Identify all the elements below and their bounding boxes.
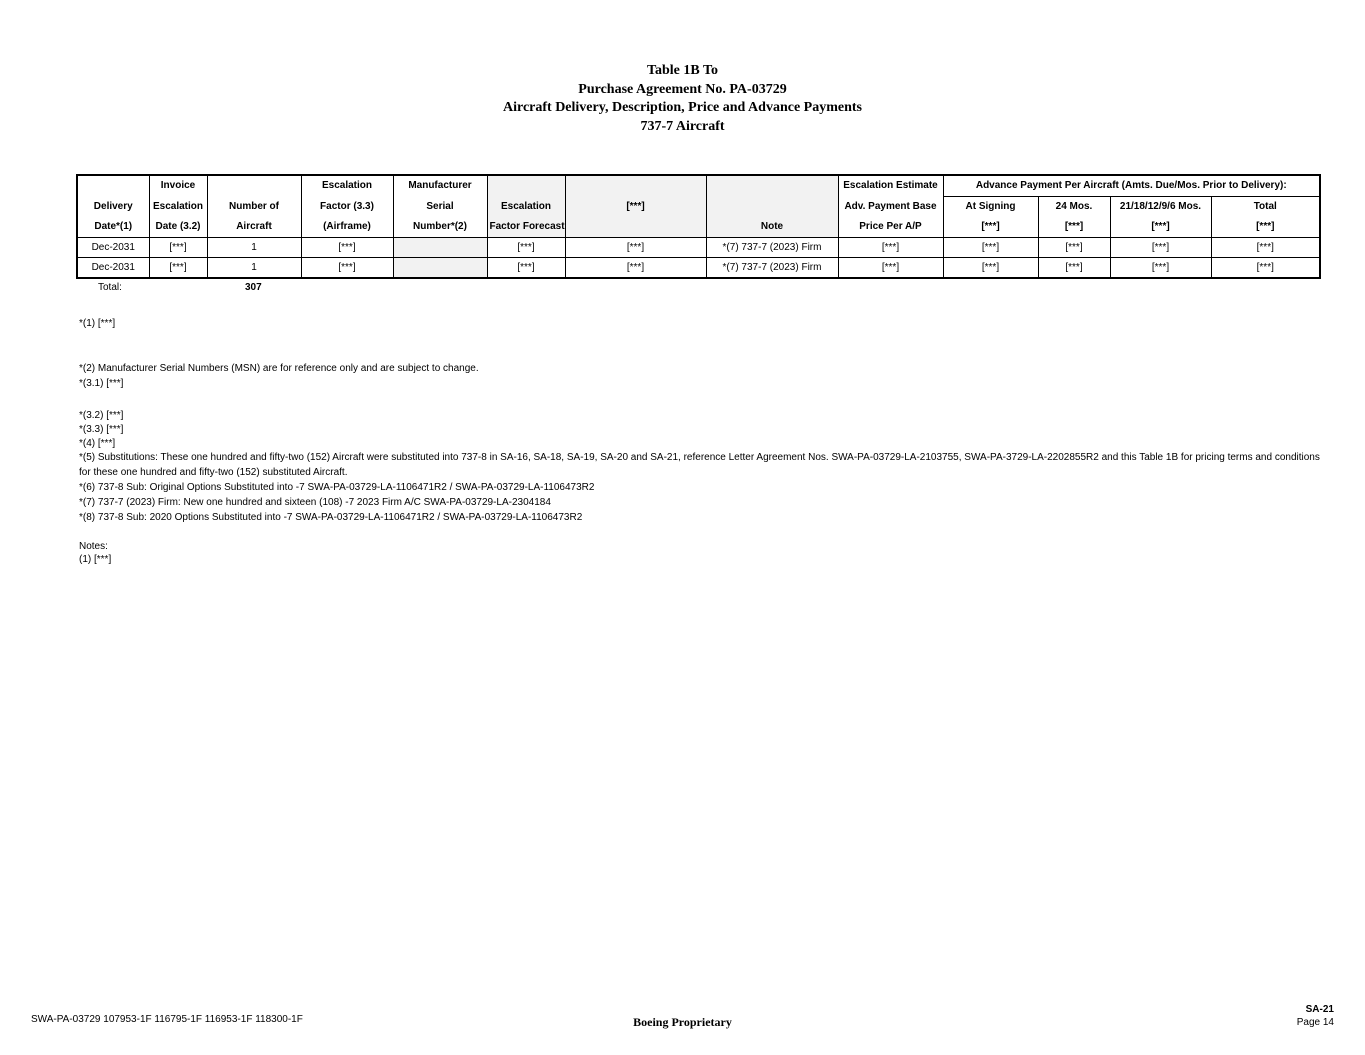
- header-cell: [706, 175, 838, 197]
- footer-sa: SA-21: [1305, 1004, 1334, 1015]
- header-cell: [***]: [565, 197, 706, 218]
- number-of-aircraft-cell: 1: [207, 238, 301, 258]
- header-cell: [77, 175, 149, 197]
- mos24-cell: [***]: [1038, 238, 1110, 258]
- footnote-5: *(5) Substitutions: These one hundred and fifty-two (152) Aircraft were substituted into 737-8 in SA-16, SA-18, SA-19, SA-20 and SA-21, reference Letter Agreement Nos. SWA-PA-03729-LA-2103755, SWA-PA-3729-LA-2202855R2 and this Table 1B for pricing terms and conditions for these one hundred and fifty-two (152) substituted Aircraft.: [79, 452, 1320, 478]
- header-cell: Delivery: [93, 200, 133, 212]
- title-line-3: Aircraft Delivery, Description, Price and Advance Payments: [502, 100, 862, 115]
- title-line-4: 737-7 Aircraft: [640, 118, 725, 134]
- header-cell: Date*(1): [77, 217, 149, 238]
- header-cell: [***]: [943, 217, 1038, 238]
- header-cell: Date (3.2): [149, 217, 207, 238]
- number-of-aircraft-cell: 1: [207, 258, 301, 279]
- mos24-cell: [***]: [1038, 258, 1110, 279]
- footer-page-number: Page 14: [1296, 1017, 1334, 1028]
- footnote-6: *(6) 737-8 Sub: Original Options Substituted into -7 SWA-PA-03729-LA-1106471R2 / SWA-PA-03729-LA-1106473R2: [79, 482, 595, 493]
- header-cell: Escalation Estimate: [838, 175, 943, 197]
- delivery-date-cell: Dec-2031: [91, 262, 135, 273]
- footer-page-info: [1297, 1003, 1334, 1029]
- footnote-2: *(2) Manufacturer Serial Numbers (MSN) are for reference only and are subject to change.: [79, 363, 479, 374]
- footnote-3-2: *(3.2) [***]: [79, 410, 124, 421]
- total-cell: [***]: [1211, 258, 1320, 279]
- msn-cell: [393, 238, 487, 258]
- header-cell: [487, 175, 565, 197]
- header-cell: Escalation: [149, 197, 207, 218]
- escalation-factor-cell: [***]: [301, 238, 393, 258]
- advance-payment-group-header: Advance Payment Per Aircraft (Amts. Due/Mos. Prior to Delivery):: [943, 175, 1320, 197]
- footer-proprietary: Boeing Proprietary: [633, 1015, 732, 1029]
- redacted-cell: [***]: [565, 258, 706, 279]
- header-cell: (Airframe): [301, 217, 393, 238]
- total-value: 307: [245, 282, 262, 293]
- header-row-2: [77, 197, 1320, 218]
- header-cell: Escalation: [487, 197, 565, 218]
- total-cell: [***]: [1211, 238, 1320, 258]
- escalation-forecast-cell: [***]: [487, 238, 565, 258]
- footnote-3-3: *(3.3) [***]: [79, 424, 124, 435]
- msn-cell: [393, 258, 487, 279]
- base-price-cell: [***]: [838, 258, 943, 279]
- at-signing-cell: [***]: [943, 238, 1038, 258]
- header-cell: Factor (3.3): [301, 197, 393, 218]
- mos-multi-cell: [***]: [1110, 238, 1211, 258]
- header-cell: Price Per A/P: [838, 217, 943, 238]
- header-row-1: [77, 175, 1320, 197]
- title-line-1: Table 1B To: [646, 63, 719, 78]
- header-cell: Total: [1211, 197, 1320, 218]
- mos-multi-cell: [***]: [1110, 258, 1211, 279]
- header-cell: Serial: [393, 197, 487, 218]
- note-1: (1) [***]: [79, 554, 112, 565]
- header-cell: Aircraft: [207, 217, 301, 238]
- header-cell: [706, 197, 838, 218]
- footnote-4: *(4) [***]: [79, 438, 116, 449]
- header-cell: [565, 175, 706, 197]
- header-cell: At Signing: [943, 197, 1038, 218]
- base-price-cell: [***]: [838, 238, 943, 258]
- header-cell: Factor Forecast: [487, 217, 565, 238]
- redacted-cell: [***]: [565, 238, 706, 258]
- header-cell: Note: [706, 217, 838, 238]
- header-row-3: [77, 217, 1320, 238]
- table-row: [77, 258, 1320, 279]
- header-cell: Number of: [207, 197, 301, 218]
- note-cell: *(7) 737-7 (2023) Firm: [706, 258, 838, 279]
- title-line-2: Purchase Agreement No. PA-03729: [578, 81, 787, 97]
- header-cell: Number*(2): [393, 217, 487, 238]
- document-title: [0, 62, 1365, 136]
- footnote-1: *(1) [***]: [79, 318, 116, 329]
- escalation-factor-cell: [***]: [301, 258, 393, 279]
- footnote-3-1: *(3.1) [***]: [79, 378, 124, 389]
- header-cell: 24 Mos.: [1038, 197, 1110, 218]
- aircraft-delivery-table: [76, 174, 1321, 279]
- invoice-escalation-cell: [***]: [149, 238, 207, 258]
- header-cell: Invoice: [149, 175, 207, 197]
- delivery-date-cell: Dec-2031: [77, 238, 149, 258]
- header-cell: [565, 217, 706, 238]
- at-signing-cell: [***]: [943, 258, 1038, 279]
- footnote-7: *(7) 737-7 (2023) Firm: New one hundred and sixteen (108) -7 2023 Firm A/C SWA-PA-03729-LA-2304184: [79, 497, 551, 508]
- invoice-escalation-cell: [***]: [149, 258, 207, 279]
- notes-label: Notes:: [79, 541, 108, 552]
- header-cell: [***]: [1211, 217, 1320, 238]
- note-cell: *(7) 737-7 (2023) Firm: [706, 238, 838, 258]
- footer-document-ids: SWA-PA-03729 107953-1F 116795-1F 116953-1F 118300-1F: [31, 1014, 303, 1025]
- escalation-forecast-cell: [***]: [487, 258, 565, 279]
- header-cell: [***]: [1110, 217, 1211, 238]
- header-cell: [***]: [1038, 217, 1110, 238]
- header-cell: Adv. Payment Base: [838, 197, 943, 218]
- header-cell: Escalation: [301, 175, 393, 197]
- header-cell: 21/18/12/9/6 Mos.: [1110, 197, 1211, 218]
- footnote-8: *(8) 737-8 Sub: 2020 Options Substituted into -7 SWA-PA-03729-LA-1106471R2 / SWA-PA-03729-LA-1106473R2: [79, 512, 583, 523]
- header-cell: [207, 175, 301, 197]
- header-cell: Manufacturer: [393, 175, 487, 197]
- table-row: [77, 238, 1320, 258]
- total-label: Total:: [98, 282, 122, 293]
